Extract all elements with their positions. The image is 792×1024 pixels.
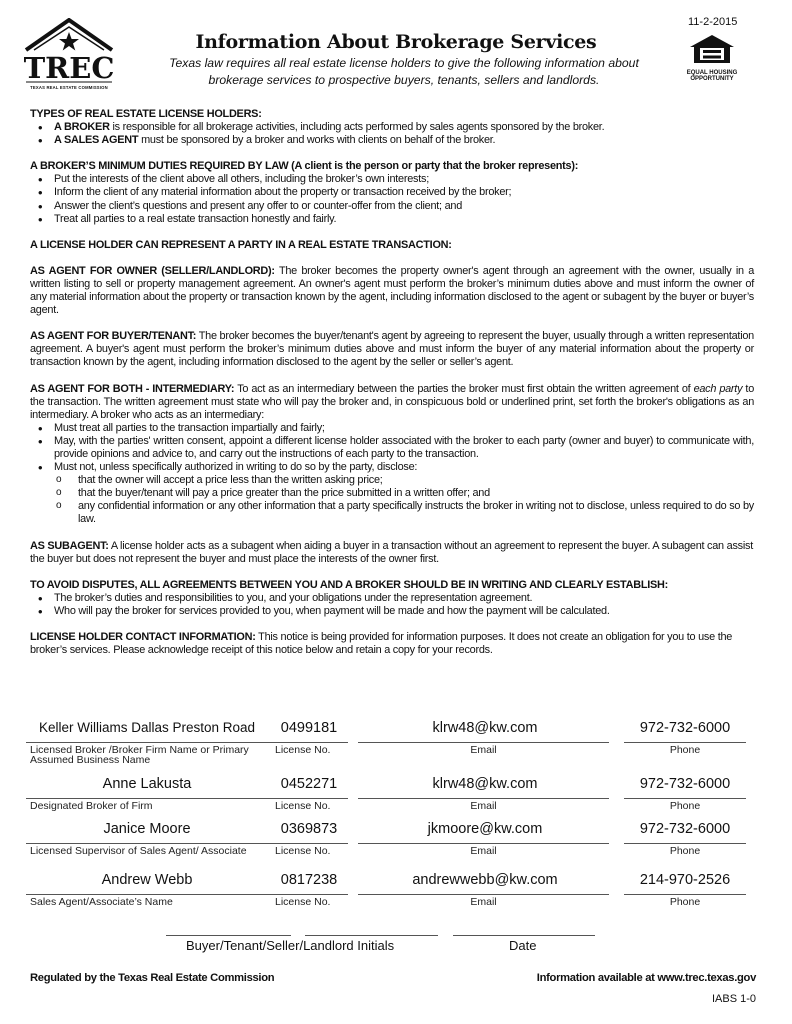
phone-label: Phone bbox=[669, 845, 701, 857]
list-item bbox=[30, 134, 754, 147]
paragraph-text: This notice is being provided for information purposes. It does not create an obligation for you to use the broker’s services. Please acknowledge receipt of this notice below and retain a copy for your records. bbox=[30, 631, 733, 657]
subtitle-line: brokerage services to prospective buyers, tenants, sellers and landlords. bbox=[208, 73, 600, 87]
sub-list-item: o any confidential information or any other information that a party specifically instructs the broker in writing not to disclose, unless required to do so by law. bbox=[54, 500, 754, 526]
term: A BROKER bbox=[54, 121, 110, 134]
contact-row-sales-agent bbox=[0, 872, 792, 916]
disputes-list bbox=[30, 592, 754, 618]
supervisor-label: Licensed Supervisor of Sales Agent/ Associate bbox=[30, 845, 247, 857]
list-item: • Put the interests of the client above all others, including the broker’s own interests; bbox=[30, 173, 754, 186]
definition: is responsible for all brokerage activities, including acts performed by sales agents sponsored by the broker. bbox=[109, 121, 605, 134]
supervisor-phone-field[interactable]: 972-732-6000 bbox=[639, 821, 731, 837]
date-label: Date bbox=[509, 938, 537, 953]
license-types-list bbox=[30, 121, 754, 147]
duties-list bbox=[30, 173, 754, 225]
eho-line2: OPPORTUNITY bbox=[690, 76, 734, 82]
designated-broker-phone-field[interactable]: 972-732-6000 bbox=[639, 776, 731, 792]
email-label: Email bbox=[470, 845, 497, 857]
date-field[interactable] bbox=[453, 935, 595, 936]
designated-broker-email-field[interactable]: klrw48@kw.com bbox=[432, 776, 538, 792]
paragraph-text: The broker becomes the buyer/tenant's agent by agreeing to represent the buyer, usually through a written representation agreement. A buyer's agent must perform the broker’s minimum duties above and must inform the buyer of any material information about the property or transaction known by the agent, including information disclosed to the agent by the seller or seller’s agent. bbox=[30, 330, 754, 369]
contact-info-paragraph bbox=[30, 631, 754, 657]
definition: must be sponsored by a broker and works with clients on behalf of the broker. bbox=[138, 134, 496, 147]
buyer-agent-paragraph bbox=[30, 330, 754, 369]
sales-agent-label: Sales Agent/Associate’s Name bbox=[30, 896, 173, 908]
email-label: Email bbox=[470, 800, 497, 812]
logo-caption: TEXAS REAL ESTATE COMMISSION bbox=[30, 85, 108, 90]
section-heading: A BROKER’S MINIMUM DUTIES REQUIRED BY LAW (A client is the person or party that the broker represents): bbox=[30, 160, 579, 173]
paragraph-heading: AS SUBAGENT: bbox=[30, 539, 109, 552]
form-id: IABS 1-0 bbox=[711, 993, 756, 1005]
initials-field-2[interactable] bbox=[305, 935, 438, 936]
designated-broker-license-field[interactable]: 0452271 bbox=[280, 776, 338, 792]
list-item bbox=[30, 121, 754, 134]
license-label: License No. bbox=[275, 744, 331, 756]
email-label: Email bbox=[470, 744, 497, 756]
sales-agent-license-field[interactable]: 0817238 bbox=[280, 872, 338, 888]
designated-broker-name-field[interactable]: Anne Lakusta bbox=[102, 776, 192, 792]
term: A SALES AGENT bbox=[54, 134, 139, 147]
list-item: • Inform the client of any material information about the property or transaction received by the broker; bbox=[30, 186, 754, 199]
section-heading: A LICENSE HOLDER CAN REPRESENT A PARTY IN A REAL ESTATE TRANSACTION: bbox=[30, 238, 452, 251]
list-item: • Who will pay the broker for services provided to you, when payment will be made and how the payment will be calculated. bbox=[30, 605, 754, 618]
phone-label: Phone bbox=[669, 744, 701, 756]
paragraph-text: A license holder acts as a subagent when aiding a buyer in a transaction without an agreement to represent the buyer. A subagent can assist the buyer but does not represent the buyer and must place the interests of the owner first. bbox=[30, 539, 753, 565]
sales-agent-email-field[interactable]: andrewwebb@kw.com bbox=[412, 872, 558, 888]
section-heading: TO AVOID DISPUTES, ALL AGREEMENTS BETWEEN YOU AND A BROKER SHOULD BE IN WRITING AND CLEARLY ESTABLISH: bbox=[30, 578, 669, 591]
document-body bbox=[30, 108, 754, 657]
sub-list-item: o that the buyer/tenant will pay a price greater than the price submitted in a written offer; and bbox=[54, 487, 754, 500]
star-house-icon bbox=[24, 18, 114, 94]
svg-text:TREC: TREC bbox=[24, 51, 114, 85]
eho-line1: EQUAL HOUSING bbox=[686, 70, 738, 76]
paragraph-text: To act as an intermediary between the parties the broker must first obtain the written agreement of bbox=[234, 382, 694, 395]
trec-logo bbox=[24, 18, 114, 94]
contact-row-supervisor bbox=[0, 821, 792, 865]
contact-row-broker-firm bbox=[0, 720, 792, 764]
broker-firm-name-label: Licensed Broker /Broker Firm Name or Primary Assumed Business Name bbox=[30, 744, 249, 766]
license-label: License No. bbox=[275, 845, 331, 857]
page-subtitle bbox=[140, 55, 668, 89]
initials-label: Buyer/Tenant/Seller/Landlord Initials bbox=[186, 938, 395, 953]
list-item: • May, with the parties' written consent, appoint a different license holder associated with the broker to each party (owner and buyer) to communicate with, provide opinions and advice to, and carry out the instructions of each party to the transaction. bbox=[30, 435, 754, 461]
form-date: 11-2-2015 bbox=[688, 16, 738, 28]
subagent-paragraph bbox=[30, 540, 754, 566]
list-item: • Treat all parties to a real estate transaction honestly and fairly. bbox=[30, 213, 754, 226]
sales-agent-phone-field[interactable]: 214-970-2526 bbox=[639, 872, 731, 888]
footer-regulated: Regulated by the Texas Real Estate Commission bbox=[30, 972, 275, 984]
paragraph-text: to the transaction. The written agreement must state who will pay the broker and, in conspicuous bold or underlined print, set forth the broker's obligations as an intermediary. A broker who acts as an intermediary: bbox=[30, 382, 754, 421]
supervisor-name-field[interactable]: Janice Moore bbox=[103, 821, 191, 837]
page-title: Information About Brokerage Services bbox=[195, 31, 597, 53]
sub-list-item: o that the owner will accept a price less than the written asking price; bbox=[54, 474, 754, 487]
owner-agent-paragraph bbox=[30, 265, 754, 317]
paragraph-heading: LICENSE HOLDER CONTACT INFORMATION: bbox=[30, 631, 256, 643]
phone-label: Phone bbox=[669, 896, 701, 908]
equal-housing-icon bbox=[686, 33, 738, 65]
designated-broker-label: Designated Broker of Firm bbox=[30, 800, 153, 812]
broker-firm-email-field[interactable]: klrw48@kw.com bbox=[432, 720, 538, 736]
license-label: License No. bbox=[275, 800, 331, 812]
supervisor-email-field[interactable]: jkmoore@kw.com bbox=[427, 821, 543, 837]
email-label: Email bbox=[470, 896, 497, 908]
intermediary-paragraph bbox=[30, 383, 754, 422]
intermediary-sublist bbox=[30, 474, 754, 526]
broker-firm-license-field[interactable]: 0499181 bbox=[280, 720, 338, 736]
section-heading: TYPES OF REAL ESTATE LICENSE HOLDERS: bbox=[30, 108, 262, 120]
phone-label: Phone bbox=[669, 800, 701, 812]
emphasis: each party bbox=[693, 382, 743, 395]
list-item: • Answer the client’s questions and present any offer to or counter-offer from the client; and bbox=[30, 200, 754, 213]
paragraph-heading: AS AGENT FOR OWNER (SELLER/LANDLORD): bbox=[30, 264, 275, 277]
sales-agent-name-field[interactable]: Andrew Webb bbox=[101, 872, 193, 888]
equal-housing-logo bbox=[686, 33, 738, 82]
broker-firm-phone-field[interactable]: 972-732-6000 bbox=[639, 720, 731, 736]
paragraph-heading: AS AGENT FOR BOTH - INTERMEDIARY: bbox=[30, 382, 235, 395]
footer-info-link[interactable]: Information available at www.trec.texas.gov bbox=[536, 972, 756, 984]
broker-firm-name-field[interactable]: Keller Williams Dallas Preston Road bbox=[38, 720, 256, 735]
initials-field-1[interactable] bbox=[166, 935, 291, 936]
list-item: • Must treat all parties to the transaction impartially and fairly; bbox=[30, 422, 754, 435]
intermediary-list bbox=[30, 422, 754, 474]
subtitle-line: Texas law requires all real estate license holders to give the following information about bbox=[169, 56, 639, 70]
paragraph-heading: AS AGENT FOR BUYER/TENANT: bbox=[30, 330, 197, 343]
supervisor-license-field[interactable]: 0369873 bbox=[280, 821, 338, 837]
contact-row-designated-broker bbox=[0, 776, 792, 820]
list-item: • The broker’s duties and responsibilities to you, and your obligations under the representation agreement. bbox=[30, 592, 754, 605]
list-item: • Must not, unless specifically authorized in writing to do so by the party, disclose: bbox=[30, 461, 754, 474]
paragraph-text: The broker becomes the property owner's agent through an agreement with the owner, usually in a written listing to sell or property management agreement. An owner's agent must perform the broker’s minimum duties above and must inform the owner of any material information about the property or transaction known by the agent, including information disclosed to the agent or subagent by the buyer or buyer’s agent. bbox=[30, 264, 754, 317]
license-label: License No. bbox=[275, 896, 331, 908]
